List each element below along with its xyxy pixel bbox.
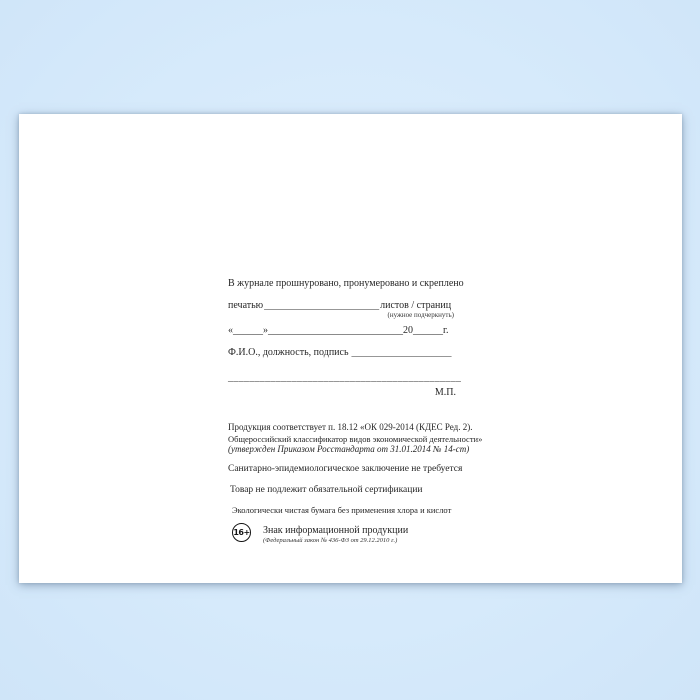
okved-line-1: Продукция соответствует п. 18.12 «ОК 029-2014 (КДЕС Ред. 2). — [228, 422, 473, 432]
age-16-badge-icon: 16+ — [232, 523, 251, 542]
signature-line — [228, 347, 458, 359]
underline-note: (нужное подчеркнуть) — [387, 311, 454, 319]
age-rating-text — [263, 521, 408, 545]
age-rating-law: (Федеральный закон № 436-ФЗ от 29.12.2010 г.) — [263, 537, 398, 544]
seal-line-prefix: печатью — [228, 300, 264, 311]
seal-line-suffix: листов / страниц — [380, 300, 452, 311]
eco-paper-statement: Экологически чистая бумага без применения хлора и кислот — [232, 505, 452, 515]
seal-line-blank: _______________________ — [264, 300, 380, 311]
age-rating-row — [228, 521, 458, 545]
extra-blank-line: ____________________________________________ — [228, 372, 462, 383]
sanitary-statement: Санитарно-эпидемиологическое заключение не требуется — [228, 464, 463, 474]
document-page — [19, 114, 682, 583]
okved-line-3: (утвержден Приказом Росстандарта от 31.01.2014 № 14-ст) — [228, 444, 470, 454]
age-rating-title: Знак информационной продукции — [263, 525, 409, 536]
certification-statement: Товар не подлежит обязательной сертификации — [230, 485, 423, 495]
date-line: «______»___________________________20______г. — [228, 325, 449, 336]
signature-line-prefix: Ф.И.О., должность, подпись — [228, 347, 349, 358]
binding-statement: В журнале прошнуровано, пронумеровано и скреплено — [228, 278, 464, 289]
signature-line-blank: ____________________ — [351, 347, 452, 358]
okved-line-2: Общероссийский классификатор видов экономической деятельности» — [228, 434, 483, 444]
stamp-mark: М.П. — [434, 387, 456, 398]
page-content — [228, 278, 483, 545]
